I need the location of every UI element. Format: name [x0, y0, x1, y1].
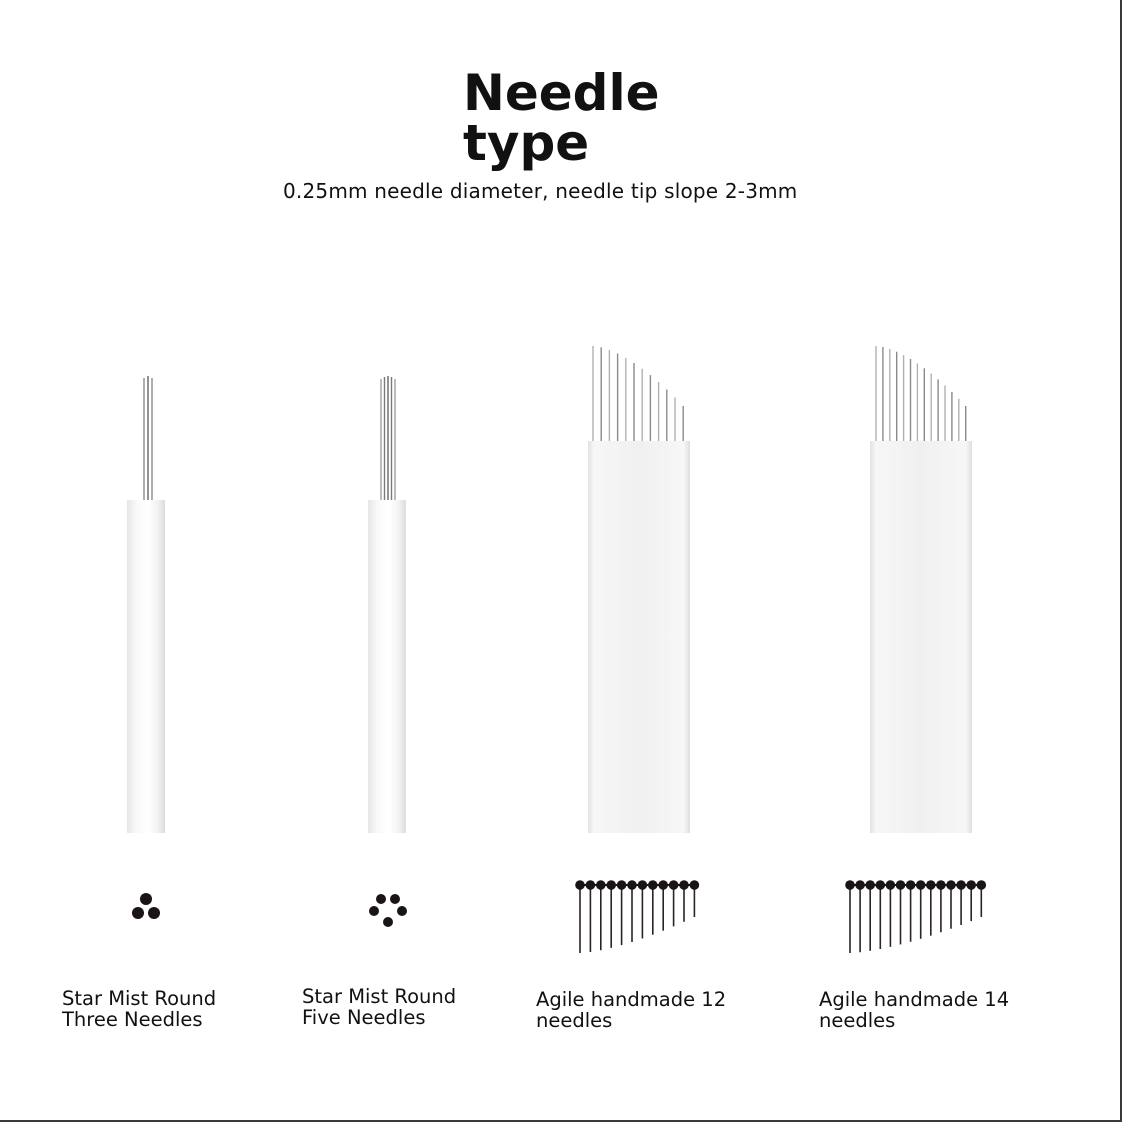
- blade-needle-tips-icon: [585, 340, 695, 445]
- needle-tips-icon: [368, 370, 408, 505]
- round-five-cross-section-icon: [366, 890, 410, 930]
- page-subtitle: 0.25mm needle diameter, needle tip slope 2-3mm: [283, 179, 798, 203]
- blade-needle-tips-icon: [868, 340, 978, 445]
- blade-body: [588, 441, 690, 833]
- blade-twelve-layout-icon: [570, 875, 710, 955]
- blade-fourteen-layout-icon: [840, 875, 1000, 955]
- blade-body: [870, 441, 972, 833]
- product-label: Agile handmade 12 needles: [536, 988, 727, 1032]
- product-label: Star Mist Round Five Needles: [302, 985, 457, 1029]
- product-label: Agile handmade 14 needles: [819, 988, 1010, 1032]
- needle-tips-icon: [128, 370, 168, 505]
- round-three-cross-section-icon: [126, 890, 166, 926]
- needle-tube: [368, 500, 406, 833]
- page-title: [463, 64, 723, 172]
- product-label: Star Mist Round Three Needles: [62, 987, 217, 1031]
- title-line-1: Needle: [463, 64, 660, 122]
- needle-tube: [127, 500, 165, 833]
- title-line-2: type: [463, 114, 590, 172]
